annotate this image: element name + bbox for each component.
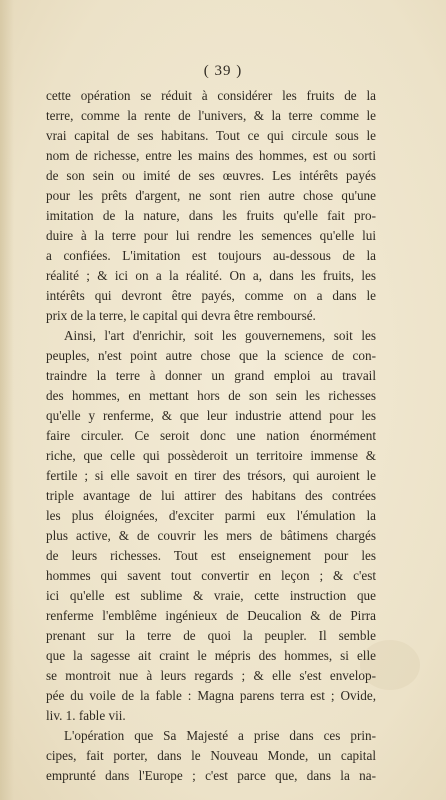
text-line: de son sein ou imité de ses œuvres. Les intérêts payés [46,168,376,183]
text-line: nom de richesse, entre les mains des hommes, est ou sorti [46,148,376,163]
text-line: se montroit nue à leurs regards ; & elle s'est envelop- [46,668,376,683]
text-line: intérêts qui devront être payés, comme on a dans le [46,288,376,303]
text-line: cipes, fait porter, dans le Nouveau Monde, un capital [46,748,376,763]
text-line: Ainsi, l'art d'enrichir, soit les gouvernemens, soit les [64,328,376,343]
text-line: triple avantage de lui attirer des habitans des contrées [46,488,376,503]
text-line: pour les prêts d'argent, ne sont rien autre chose qu'une [46,188,376,203]
text-line: renferme l'emblême ingénieux de Deucalion & de Pirra [46,608,376,623]
text-line: ici qu'elle est sublime & vraie, cette instruction que [46,588,376,603]
text-line: duire à la terre pour lui rendre les semences qu'elle lui [46,228,376,243]
text-line: pée du voile de la fable : Magna parens terra est ; Ovide, [46,688,376,703]
page-fold-shadow [0,0,14,800]
text-line: emprunté dans l'Europe ; c'est parce que, dans la na- [46,768,376,783]
text-line: que la sagesse ait craint le mépris des hommes, si elle [46,648,376,663]
body-text [46,86,376,786]
text-line: imitation de la nature, dans les fruits qu'elle fait pro- [46,208,376,223]
text-line: liv. 1. fable vii. [46,708,126,723]
text-line: réalité ; & ici on a la réalité. On a, dans les fruits, les [46,268,376,283]
text-line: cette opération se réduit à considérer les fruits de la [46,88,376,103]
text-line: peuples, n'est point autre chose que la science de con- [46,348,376,363]
text-line: prix de la terre, le capital qui devra être remboursé. [46,308,316,323]
text-line: a confiées. L'imitation est toujours au-dessous de la [46,248,376,263]
text-line: faire circuler. Ce seroit donc une nation énormément [46,428,376,443]
text-line: de leurs richesses. Tout est enseignement pour les [46,548,376,563]
text-line: fertile ; si elle savoit en tirer des trésors, qui auroient le [46,468,376,483]
text-line: terre, comme la rente de l'univers, & la terre comme le [46,108,376,123]
text-line: vrai capital de ses habitans. Tout ce qui circule sous le [46,128,376,143]
page-number: ( 39 ) [203,63,243,79]
text-line: riche, que celle qui possèderoit un territoire immense & [46,448,376,463]
text-line: qu'elle y renferme, & que leur industrie attend pour les [46,408,376,423]
text-line: plus active, & de couvrir les mers de bâtimens chargés [46,528,376,543]
text-line: L'opération que Sa Majesté a prise dans ces prin- [64,728,376,743]
text-line: hommes qui savent tout convertir en leçon ; & c'est [46,568,376,583]
text-line: des hommes, en mettant hors de son sein les richesses [46,388,376,403]
text-line: les plus éloignées, d'exciter parmi eux l'émulation la [46,508,376,523]
text-line: traindre la terre à donner un grand emploi au travail [46,368,376,383]
text-line: prenant sur la terre de quoi la peupler. Il semble [46,628,376,643]
